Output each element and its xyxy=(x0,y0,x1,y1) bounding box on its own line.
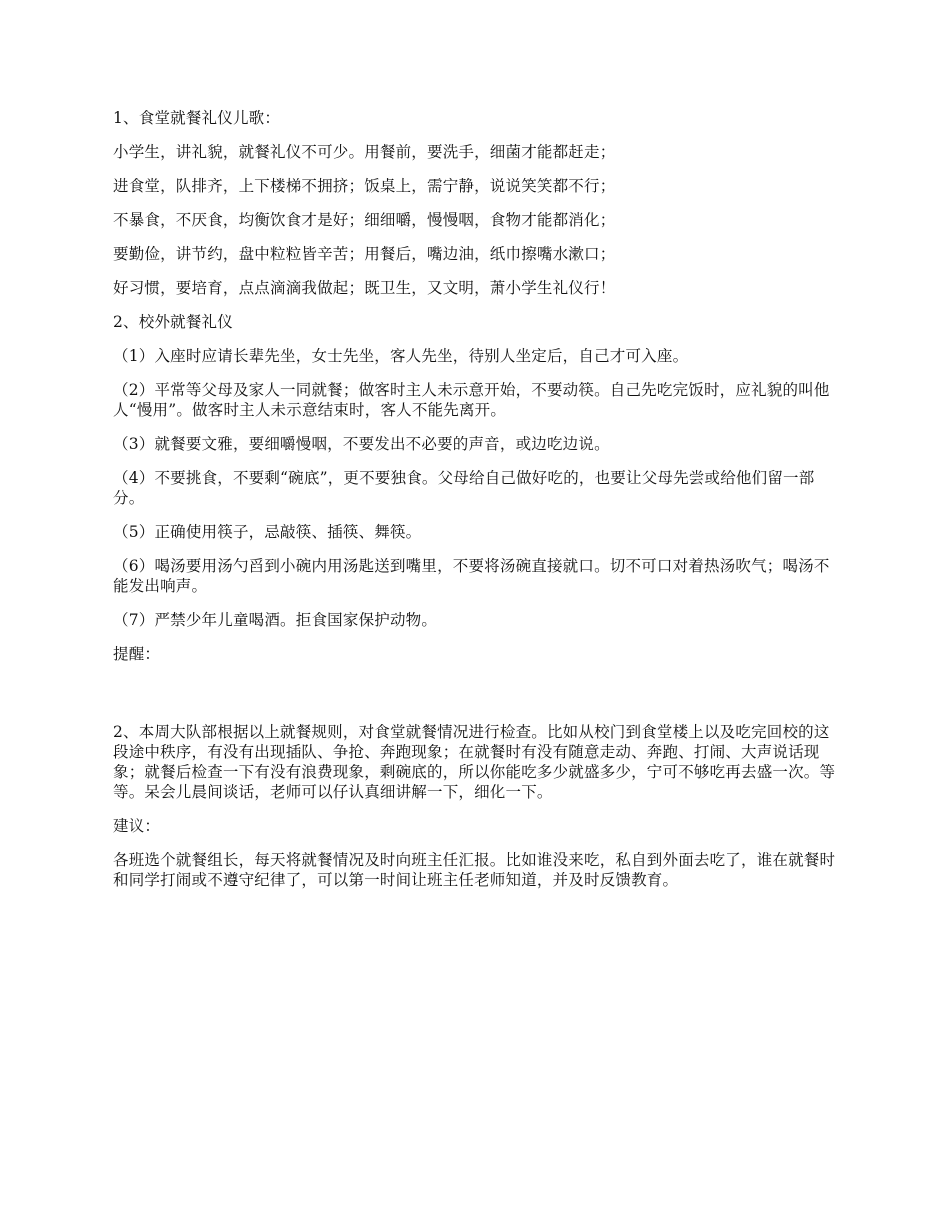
rhyme-line: 不暴食，不厌食，均衡饮食才是好；细细嚼，慢慢咽，食物才能都消化； xyxy=(113,211,616,229)
rhyme-line: 进食堂，队排齐，上下楼梯不拥挤；饭桌上，需宁静，说说笑笑都不行； xyxy=(113,177,616,195)
rule-item: （3）就餐要文雅，要细嚼慢咽，不要发出不必要的声音，或边吃边说。 xyxy=(113,435,610,453)
rule-item: （2）平常等父母及家人一同就餐；做客时主人未示意开始，不要动筷。自己先吃完饭时，应礼貌的叫他人“慢用”。做客时主人未示意结束时，客人不能先离开。 xyxy=(113,381,830,419)
section1-heading: 1、食堂就餐礼仪儿歌： xyxy=(113,109,281,127)
suggestion-paragraph: 各班选个就餐组长，每天将就餐情况及时向班主任汇报。比如谁没来吃，私自到外面去吃了，谁在就餐时和同学打闹或不遵守纪律了，可以第一时间让班主任老师知道，并及时反馈教育。 xyxy=(113,851,836,889)
rhyme-line: 要勤俭，讲节约，盘中粒粒皆辛苦；用餐后，嘴边油，纸巾擦嘴水漱口； xyxy=(113,245,616,263)
rhyme-line: 好习惯，要培育，点点滴滴我做起；既卫生，又文明，萧小学生礼仪行！ xyxy=(113,279,616,297)
rule-item: （1）入座时应请长辈先坐，女士先坐，客人先坐，待别人坐定后，自己才可入座。 xyxy=(113,347,689,365)
suggestion-heading: 建议： xyxy=(113,817,161,835)
section2-heading: 2、校外就餐礼仪 xyxy=(113,313,233,331)
rule-item: （7）严禁少年儿童喝酒。拒食国家保护动物。 xyxy=(113,611,438,629)
rule-item: （4）不要挑食，不要剩“碗底”，更不要独食。父母给自己做好吃的，也要让父母先尝或给他们留一部分。 xyxy=(113,469,815,507)
blank-gap xyxy=(113,678,838,722)
reminder-heading: 提醒： xyxy=(113,645,161,663)
reminder-paragraph: 2、本周大队部根据以上就餐规则，对食堂就餐情况进行检查。比如从校门到食堂楼上以及吃完回校的这段途中秩序，有没有出现插队、争抢、奔跑现象；在就餐时有没有随意走动、奔跑、打闹、大声说话现象；就餐后检查一下有没有浪费现象，剩碗底的，所以你能吃多少就盛多少，宁可不够吃再去盛一次。等等。呆会儿晨间谈话，老师可以仔认真细讲解一下，细化一下。 xyxy=(113,723,836,801)
document-page xyxy=(113,108,838,904)
rule-item: （5）正确使用筷子，忌敲筷、插筷、舞筷。 xyxy=(113,523,422,541)
rhyme-line: 小学生，讲礼貌，就餐礼仪不可少。用餐前，要洗手，细菌才能都赶走； xyxy=(113,143,616,161)
rule-item: （6）喝汤要用汤勺舀到小碗内用汤匙送到嘴里，不要将汤碗直接就口。切不可口对着热汤吹气；喝汤不能发出响声。 xyxy=(113,557,830,595)
